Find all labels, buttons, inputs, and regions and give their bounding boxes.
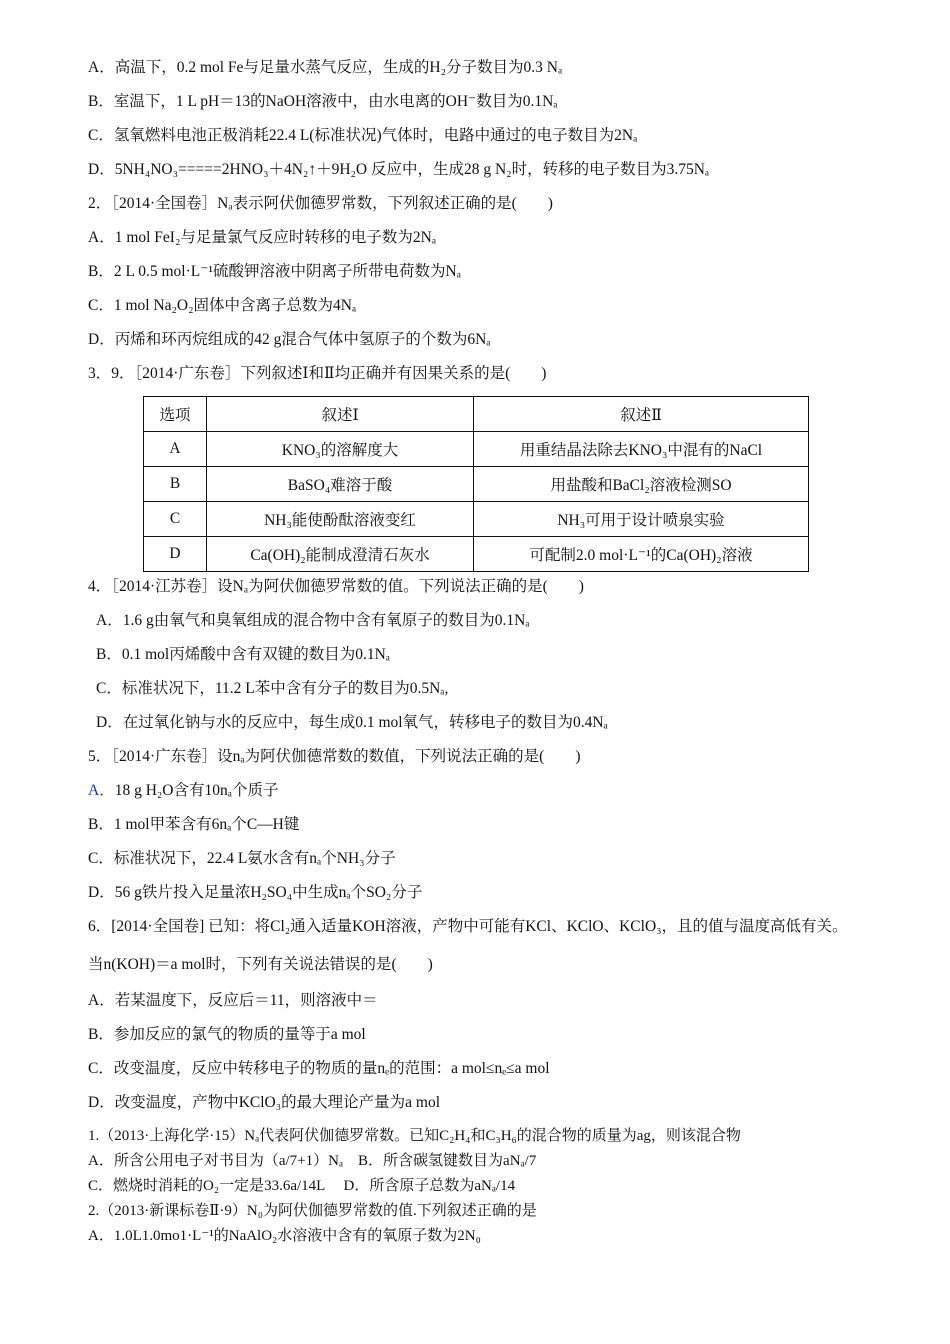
q4-option-c: C．标准状况下，11.2 L苯中含有分子的数目为0.5Nₐ,: [96, 680, 449, 697]
q5-option-a: [88, 781, 278, 801]
extra-q2-option-a: A．1.0L1.0mo1·L⁻¹的NaAlO₂水溶液中含有的氧原子数为2N₀: [88, 1228, 481, 1244]
q5-option-c: C．标准状况下，22.4 L氨水含有nₐ个NH₃分子: [88, 850, 396, 867]
extra-q1-stem: 1.（2013·上海化学·15）Nₐ代表阿伏伽德罗常数。已知C₂H₄和C₃H₆的混合物的质量为ag，则该混合物: [88, 1128, 741, 1144]
q6-option-b: B．参加反应的氯气的物质的量等于a mol: [88, 1026, 366, 1043]
table-cell: B: [144, 467, 207, 502]
q4-option-d: D．在过氧化钠与水的反应中，每生成0.1 mol氧气，转移电子的数目为0.4Nₐ: [96, 714, 608, 731]
table-cell: 可配制2.0 mol·L⁻¹的Ca(OH)₂溶液: [474, 537, 809, 572]
q2-option-a: A．1 mol FeI₂与足量氯气反应时转移的电子数为2Nₐ: [88, 229, 437, 246]
table-cell: NH₃可用于设计喷泉实验: [474, 502, 809, 537]
table-cell: BaSO₄难溶于酸: [207, 467, 474, 502]
q4-stem: 4．［2014·江苏卷］设Nₐ为阿伏伽德罗常数的值。下列说法正确的是( ): [88, 578, 584, 595]
extra-q2-stem: 2.（2013·新课标卷Ⅱ·9）N₀为阿伏伽德罗常数的值.下列叙述正确的是: [88, 1203, 537, 1219]
q1-option-b: B．室温下，1 L pH＝13的NaOH溶液中，由水电离的OH⁻数目为0.1Nₐ: [88, 93, 558, 110]
q1-option-d: D．5NH₄NO₃=====2HNO₃＋4N₂↑＋9H₂O 反应中，生成28 g N₂时，转移的电子数目为3.75Nₐ: [88, 161, 710, 178]
table-cell: D: [144, 537, 207, 572]
extra-q1-options-ab: A．所含公用电子对书目为（a/7+1）Nₐ B．所含碳氢键数目为aNₐ/7: [88, 1153, 537, 1169]
table-row: [144, 502, 809, 537]
table-header-cell: 选项: [144, 397, 207, 432]
q2-option-d: D．丙烯和环丙烷组成的42 g混合气体中氢原子的个数为6Nₐ: [88, 331, 491, 348]
q6-option-a: A．若某温度下，反应后＝11，则溶液中＝: [88, 992, 378, 1009]
q4-option-b: B．0.1 mol丙烯酸中含有双键的数目为0.1Nₐ: [96, 646, 391, 663]
table-header-cell: 叙述Ⅰ: [207, 397, 474, 432]
q1-option-a: A．高温下，0.2 mol Fe与足量水蒸气反应，生成的H₂分子数目为0.3 Nₐ: [88, 59, 563, 76]
q5-stem: 5．［2014·广东卷］设nₐ为阿伏伽德常数的数值，下列说法正确的是( ): [88, 748, 581, 765]
table-cell: C: [144, 502, 207, 537]
q5-option-a-text: 18 g H₂O含有10nₐ个质子: [114, 782, 279, 799]
table-cell: A: [144, 432, 207, 467]
q5-option-b: B．1 mol甲苯含有6nₐ个C—H键: [88, 816, 300, 833]
table-row: [144, 467, 809, 502]
q3-stem: 3．9．［2014·广东卷］下列叙述Ⅰ和Ⅱ均正确并有因果关系的是( ): [88, 365, 547, 382]
q5-option-d: D．56 g铁片投入足量浓H₂SO₄中生成nₐ个SO₂分子: [88, 884, 423, 901]
q5-option-a-letter: A．: [88, 782, 115, 799]
q6-stem-continued: 当n(KOH)＝a mol时，下列有关说法错误的是( ): [88, 956, 433, 973]
table-cell: KNO₃的溶解度大: [207, 432, 474, 467]
q2-stem: 2．［2014·全国卷］Nₐ表示阿伏伽德罗常数，下列叙述正确的是( ): [88, 195, 553, 212]
table-row: [144, 537, 809, 572]
table-cell: 用盐酸和BaCl₂溶液检测SO: [474, 467, 809, 502]
q1-option-c: C．氢氧燃料电池正极消耗22.4 L(标准状况)气体时，电路中通过的电子数目为2Nₐ: [88, 127, 638, 144]
q2-option-c: C．1 mol Na₂O₂固体中含离子总数为4Nₐ: [88, 297, 357, 314]
table-row: [144, 432, 809, 467]
table-header-row: [144, 397, 809, 432]
q2-option-b: B．2 L 0.5 mol·L⁻¹硫酸钾溶液中阴离子所带电荷数为Nₐ: [88, 263, 461, 280]
table-header-cell: 叙述Ⅱ: [474, 397, 809, 432]
extra-q1-options-cd: C．燃烧时消耗的O₂一定是33.6a/14L D．所含原子总数为aNₐ/14: [88, 1178, 516, 1194]
table-cell: 用重结晶法除去KNO₃中混有的NaCl: [474, 432, 809, 467]
q6-option-c: C．改变温度，反应中转移电子的物质的量nₑ的范围：a mol≤nₑ≤a mol: [88, 1060, 550, 1077]
table-cell: NH₃能使酚酞溶液变红: [207, 502, 474, 537]
q4-option-a: A．1.6 g由氧气和臭氧组成的混合物中含有氧原子的数目为0.1Nₐ: [96, 612, 530, 629]
q6-stem: 6．[2014·全国卷] 已知：将Cl₂通入适量KOH溶液，产物中可能有KCl、KClO、KClO₃，且的值与温度高低有关。: [88, 918, 848, 935]
table-cell: Ca(OH)₂能制成澄清石灰水: [207, 537, 474, 572]
q3-options-table: [143, 396, 809, 572]
q6-option-d: D．改变温度，产物中KClO₃的最大理论产量为a mol: [88, 1094, 440, 1111]
